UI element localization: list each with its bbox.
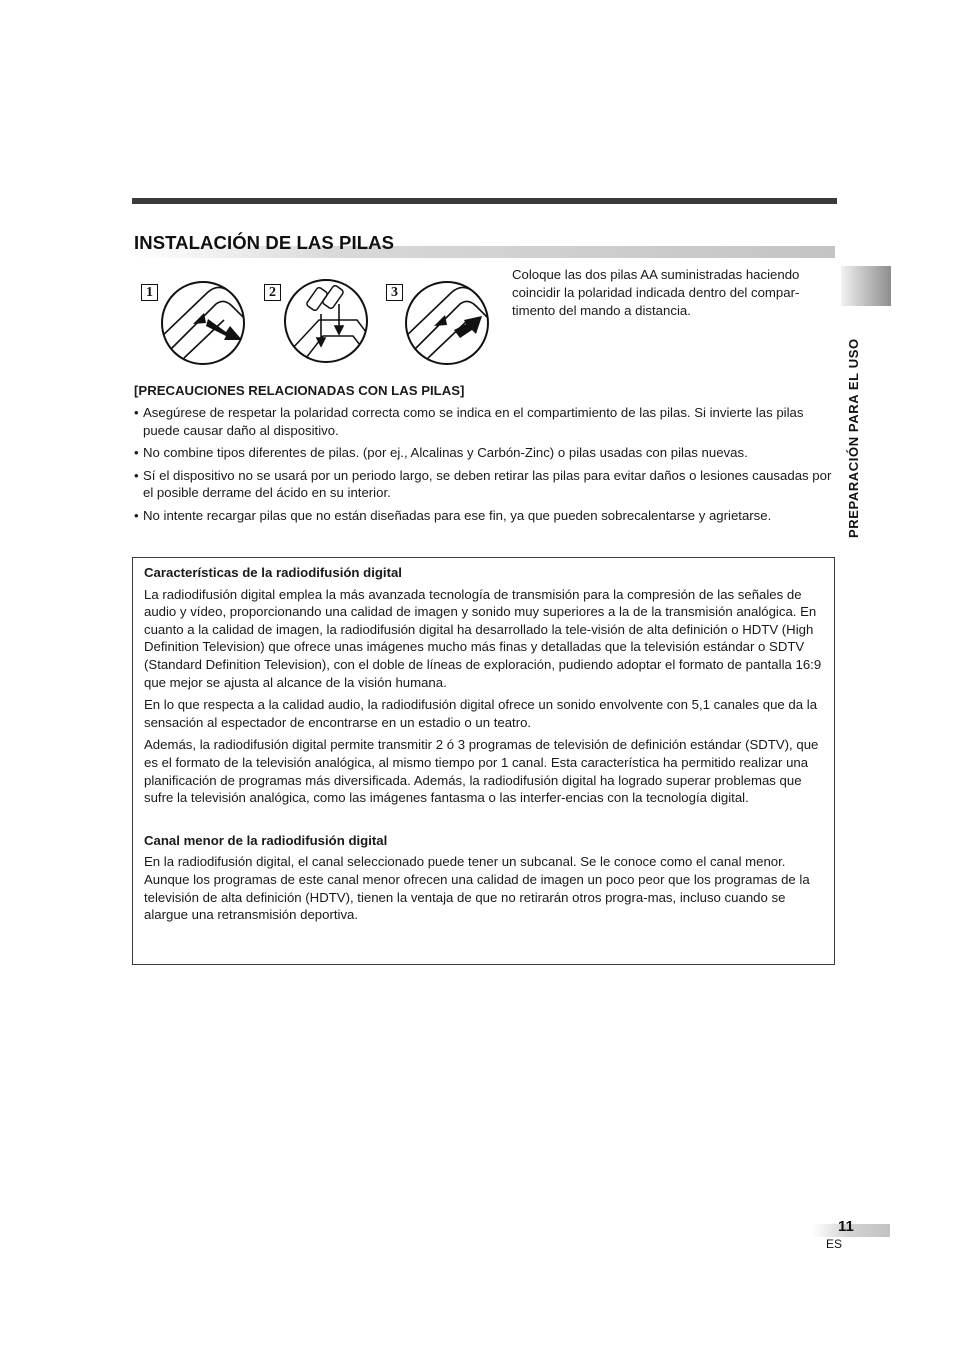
precaution-item: • No combine tipos diferentes de pilas. (por ej., Alcalinas y Carbón-Zinc) o pilas usadas con pilas nuevas. [134, 444, 834, 462]
step-number-2: 2 [264, 284, 281, 301]
info-section-2-title: Canal menor de la radiodifusión digital [144, 832, 388, 848]
info-paragraph: Además, la radiodifusión digital permite transmitir 2 ó 3 programas de televisión de definición estándar (SDTV), que es el formato de la televisión analógica, al mismo tiempo por 1 canal. Esta característica ha permitido realizar una planificación de programas más diversificada. Además, la radiodifusión digital ha logrado superar problemas que sufre la televisión analógica, como las imágenes fantasma o las interfer-encias con la tecnología digital. [144, 737, 819, 806]
step-3-figure [404, 280, 490, 366]
precautions-title: [PRECAUCIONES RELACIONADAS CON LAS PILAS] [134, 383, 465, 398]
precaution-item: • Asegúrese de respetar la polaridad correcta como se indica en el compartimiento de las pilas. Si invierte las pilas puede causar daño al dispositivo. [134, 404, 834, 439]
info-paragraph: En la radiodifusión digital, el canal seleccionado puede tener un subcanal. Se le conoce como el canal menor. Aunque los programas de este canal menor ofrecen una calidad de imagen un poco peor que los programas de la televisión de alta definición (HDTV), tienen la ventaja de que no retirarán otros progra-mas, incluso cuando se alargue una retransmisión deportiva. [144, 854, 810, 923]
precaution-item: • No intente recargar pilas que no están diseñadas para ese fin, ya que pueden sobrecalentarse y agrietarse. [134, 507, 834, 525]
step-number-3: 3 [386, 284, 403, 301]
section-gap [144, 812, 824, 832]
precaution-item: • Sí el dispositivo no se usará por un periodo largo, se deben retirar las pilas para evitar daños o lesiones causadas por el posible derrame del ácido en su interior. [134, 467, 834, 502]
step-number-1: 1 [141, 284, 158, 301]
step-1-figure [160, 280, 246, 366]
info-paragraph: En lo que respecta a la calidad audio, la radiodifusión digital ofrece un sonido envolvente con 5,1 canales que da la sensación al espectador de encontrarse en un estadio o un teatro. [144, 697, 818, 730]
side-tab-label: PREPARACIÓN PARA EL USO [846, 338, 861, 538]
language-code: ES [826, 1237, 843, 1251]
digital-broadcast-info-box [132, 557, 835, 965]
info-section-1-title: Características de la radiodifusión digital [144, 565, 402, 580]
section-title: INSTALACIÓN DE LAS PILAS [134, 232, 395, 253]
precautions-list [134, 404, 834, 529]
side-tab [841, 266, 891, 306]
step-2-figure [283, 278, 369, 364]
info-paragraph: La radiodifusión digital emplea la más avanzada tecnología de transmisión para la compresión de las señales de audio y vídeo, proporcionando una calidad de imagen y sonido muy superiores a la de la transmisión analógica. En cuanto a la calidad de imagen, la radiodifusión digital ha desarrollado la tele-visión de alta definición o HDTV (High Definition Television) que ofrece unas imágenes mucho más finas y detalladas que la televisión estándar o SDTV (Standard Definition Television), con el doble de líneas de exploración, pudiendo adoptar el formato de pantalla 16:9 que mejor se ajusta al alcance de la visión humana. [144, 586, 822, 690]
top-rule [132, 198, 837, 204]
intro-text: Coloque las dos pilas AA suministradas haciendo coincidir la polaridad indicada dentro del compar-timento del mando a distancia. [512, 267, 800, 318]
page-number: 11 [838, 1218, 854, 1235]
